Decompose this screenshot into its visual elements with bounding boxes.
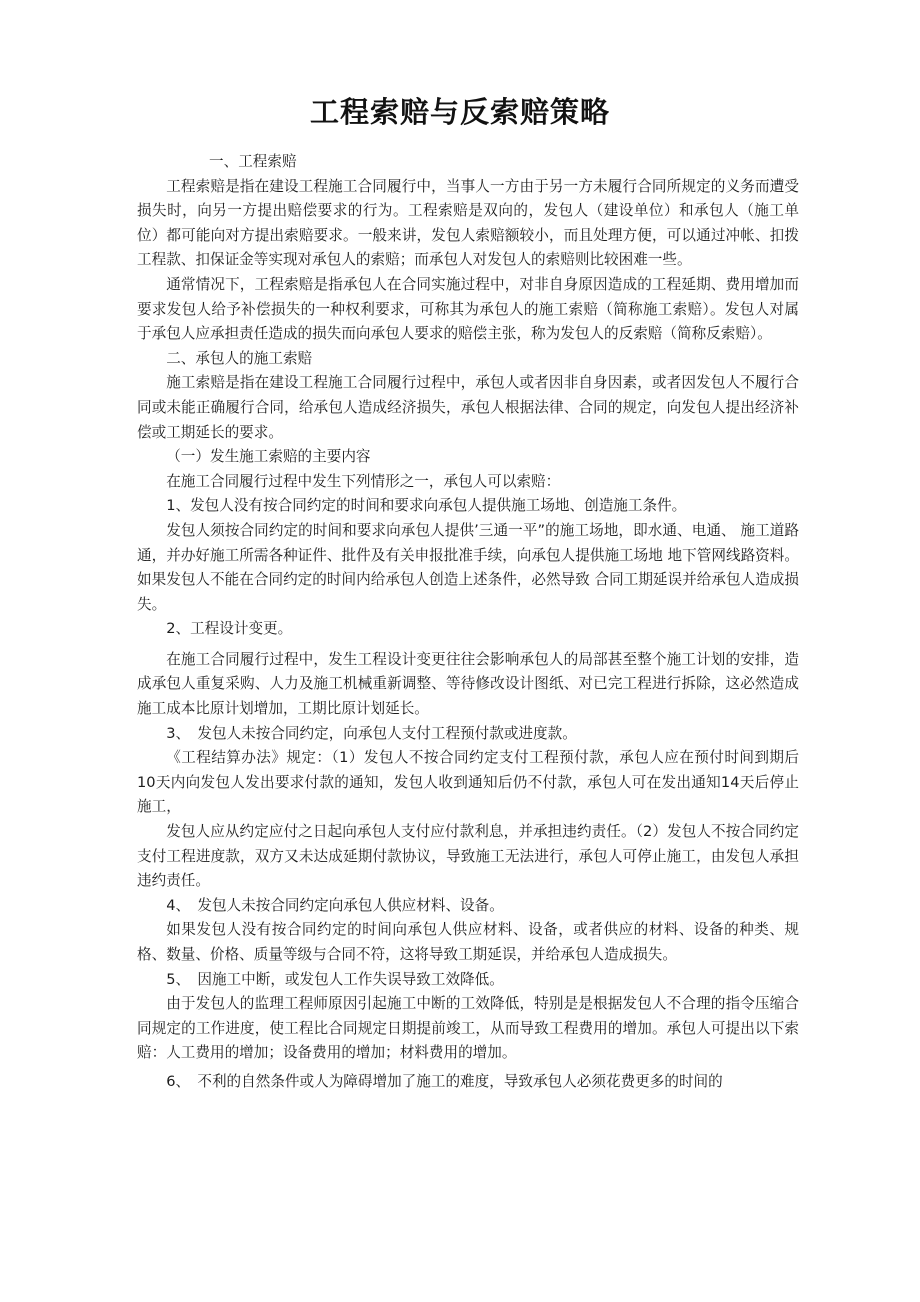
document-title: 工程索赔与反索赔策略 [309, 95, 610, 129]
paragraph: 由于发包人的监理工程师原因引起施工中断的工效降低，特别是是根据发包人不合理的指令压缩合同规定的工作进度，使工程比合同规定日期提前竣工，从而导致工程费用的增加。承包人可提出以下索赔：人工费用的增加；设备费用的增加；材料费用的增加。 [137, 995, 799, 1062]
section-heading: 一、工程索赔 [209, 153, 297, 170]
subsection-heading: （一）发生施工索赔的主要内容 [166, 448, 371, 466]
list-item: 4、 发包人未按合同约定向承包人供应材料、设备。 [166, 896, 504, 914]
list-item: 5、 因施工中断，或发包人工作失误导致工效降低。 [166, 970, 504, 988]
paragraph: 工程索赔是指在建设工程施工合同履行中，当事人一方由于另一方未履行合同所规定的义务而遭受损失时，向另一方提出赔偿要求的行为。工程索赔是双向的，发包人（建设单位）和承包人（施工单位）都可能向对方提出索赔要求。一般来讲，发包人索赔额较小，而且处理方便，可以通过冲帐、扣拨工程款、扣保证金等实现对承包人的索赔；而承包人对发包人的索赔则比较困难一些。 [137, 177, 799, 269]
paragraph: 施工索赔是指在建设工程施工合同履行过程中，承包人或者因非自身因素，或者因发包人不履行合同或未能正确履行合同，给承包人造成经济损失，承包人根据法律、合同的规定，向发包人提出经济补偿或工期延长的要求。 [137, 374, 799, 441]
document-body [137, 150, 799, 1095]
paragraph: 《工程结算办法》规定：（1）发包人不按合同约定支付工程预付款，承包人应在预付时间到期后10天内向发包人发出要求付款的通知，发包人收到通知后仍不付款，承包人可在发出通知14天后停止施工， [137, 749, 799, 816]
paragraph: 发包人应从约定应付之日起向承包人支付应付款利息，并承担违约责任。（2）发包人不按合同约定支付工程进度款，双方又未达成延期付款协议，导致施工无法进行，承包人可停止施工，由发包人承担违约责任。 [137, 823, 799, 890]
paragraph: 通常情况下，工程索赔是指承包人在合同实施过程中，对非自身原因造成的工程延期、费用增加而要求发包人给予补偿损失的一种权利要求，可称其为承包人的施工索赔（简称施工索赔）。发包人对属于承包人应承担责任造成的损失而向承包人要求的赔偿主张，称为发包人的反索赔（简称反索赔）。 [137, 275, 799, 343]
list-item: 6、 不利的自然条件或人为障碍增加了施工的难度，导致承包人必须花费更多的时间的 [166, 1072, 723, 1090]
paragraph: 在施工合同履行过程中，发生工程设计变更往往会影响承包人的局部甚至整个施工计划的安排，造成承包人重复采购、人力及施工机械重新调整、等待修改设计图纸、对已完工程进行拆除，这必然造成施工成本比原计划增加，工期比原计划延长。 [137, 650, 799, 718]
paragraph: 如果发包人没有按合同约定的时间向承包人供应材料、设备，或者供应的材料、设备的种类、规格、数量、价格、质量等级与合同不符，这将导致工期延误，并给承包人造成损失。 [137, 921, 799, 963]
list-item: 2、工程设计变更。 [166, 620, 293, 638]
paragraph: 在施工合同履行过程中发生下列情形之一，承包人可以索赔： [166, 472, 561, 490]
paragraph: 发包人须按合同约定的时间和要求向承包人提供’三通一平”的施工场地，即水通、电通、 施工道路通，并办好施工所需各种证件、批件及有关申报批准手续，向承包人提供施工场地 地下管网线路资料。如果发包人不能在合同约定的时间内给承包人创造上述条件，必然导致 合同工期延误并给承包人造成损失。 [137, 521, 799, 613]
section-heading: 二、承包人的施工索赔 [166, 349, 313, 367]
list-item: 3、 发包人未按合同约定，向承包人支付工程预付款或进度款。 [166, 724, 577, 742]
list-item: 1、发包人没有按合同约定的时间和要求向承包人提供施工场地、创造施工条件。 [166, 497, 687, 515]
